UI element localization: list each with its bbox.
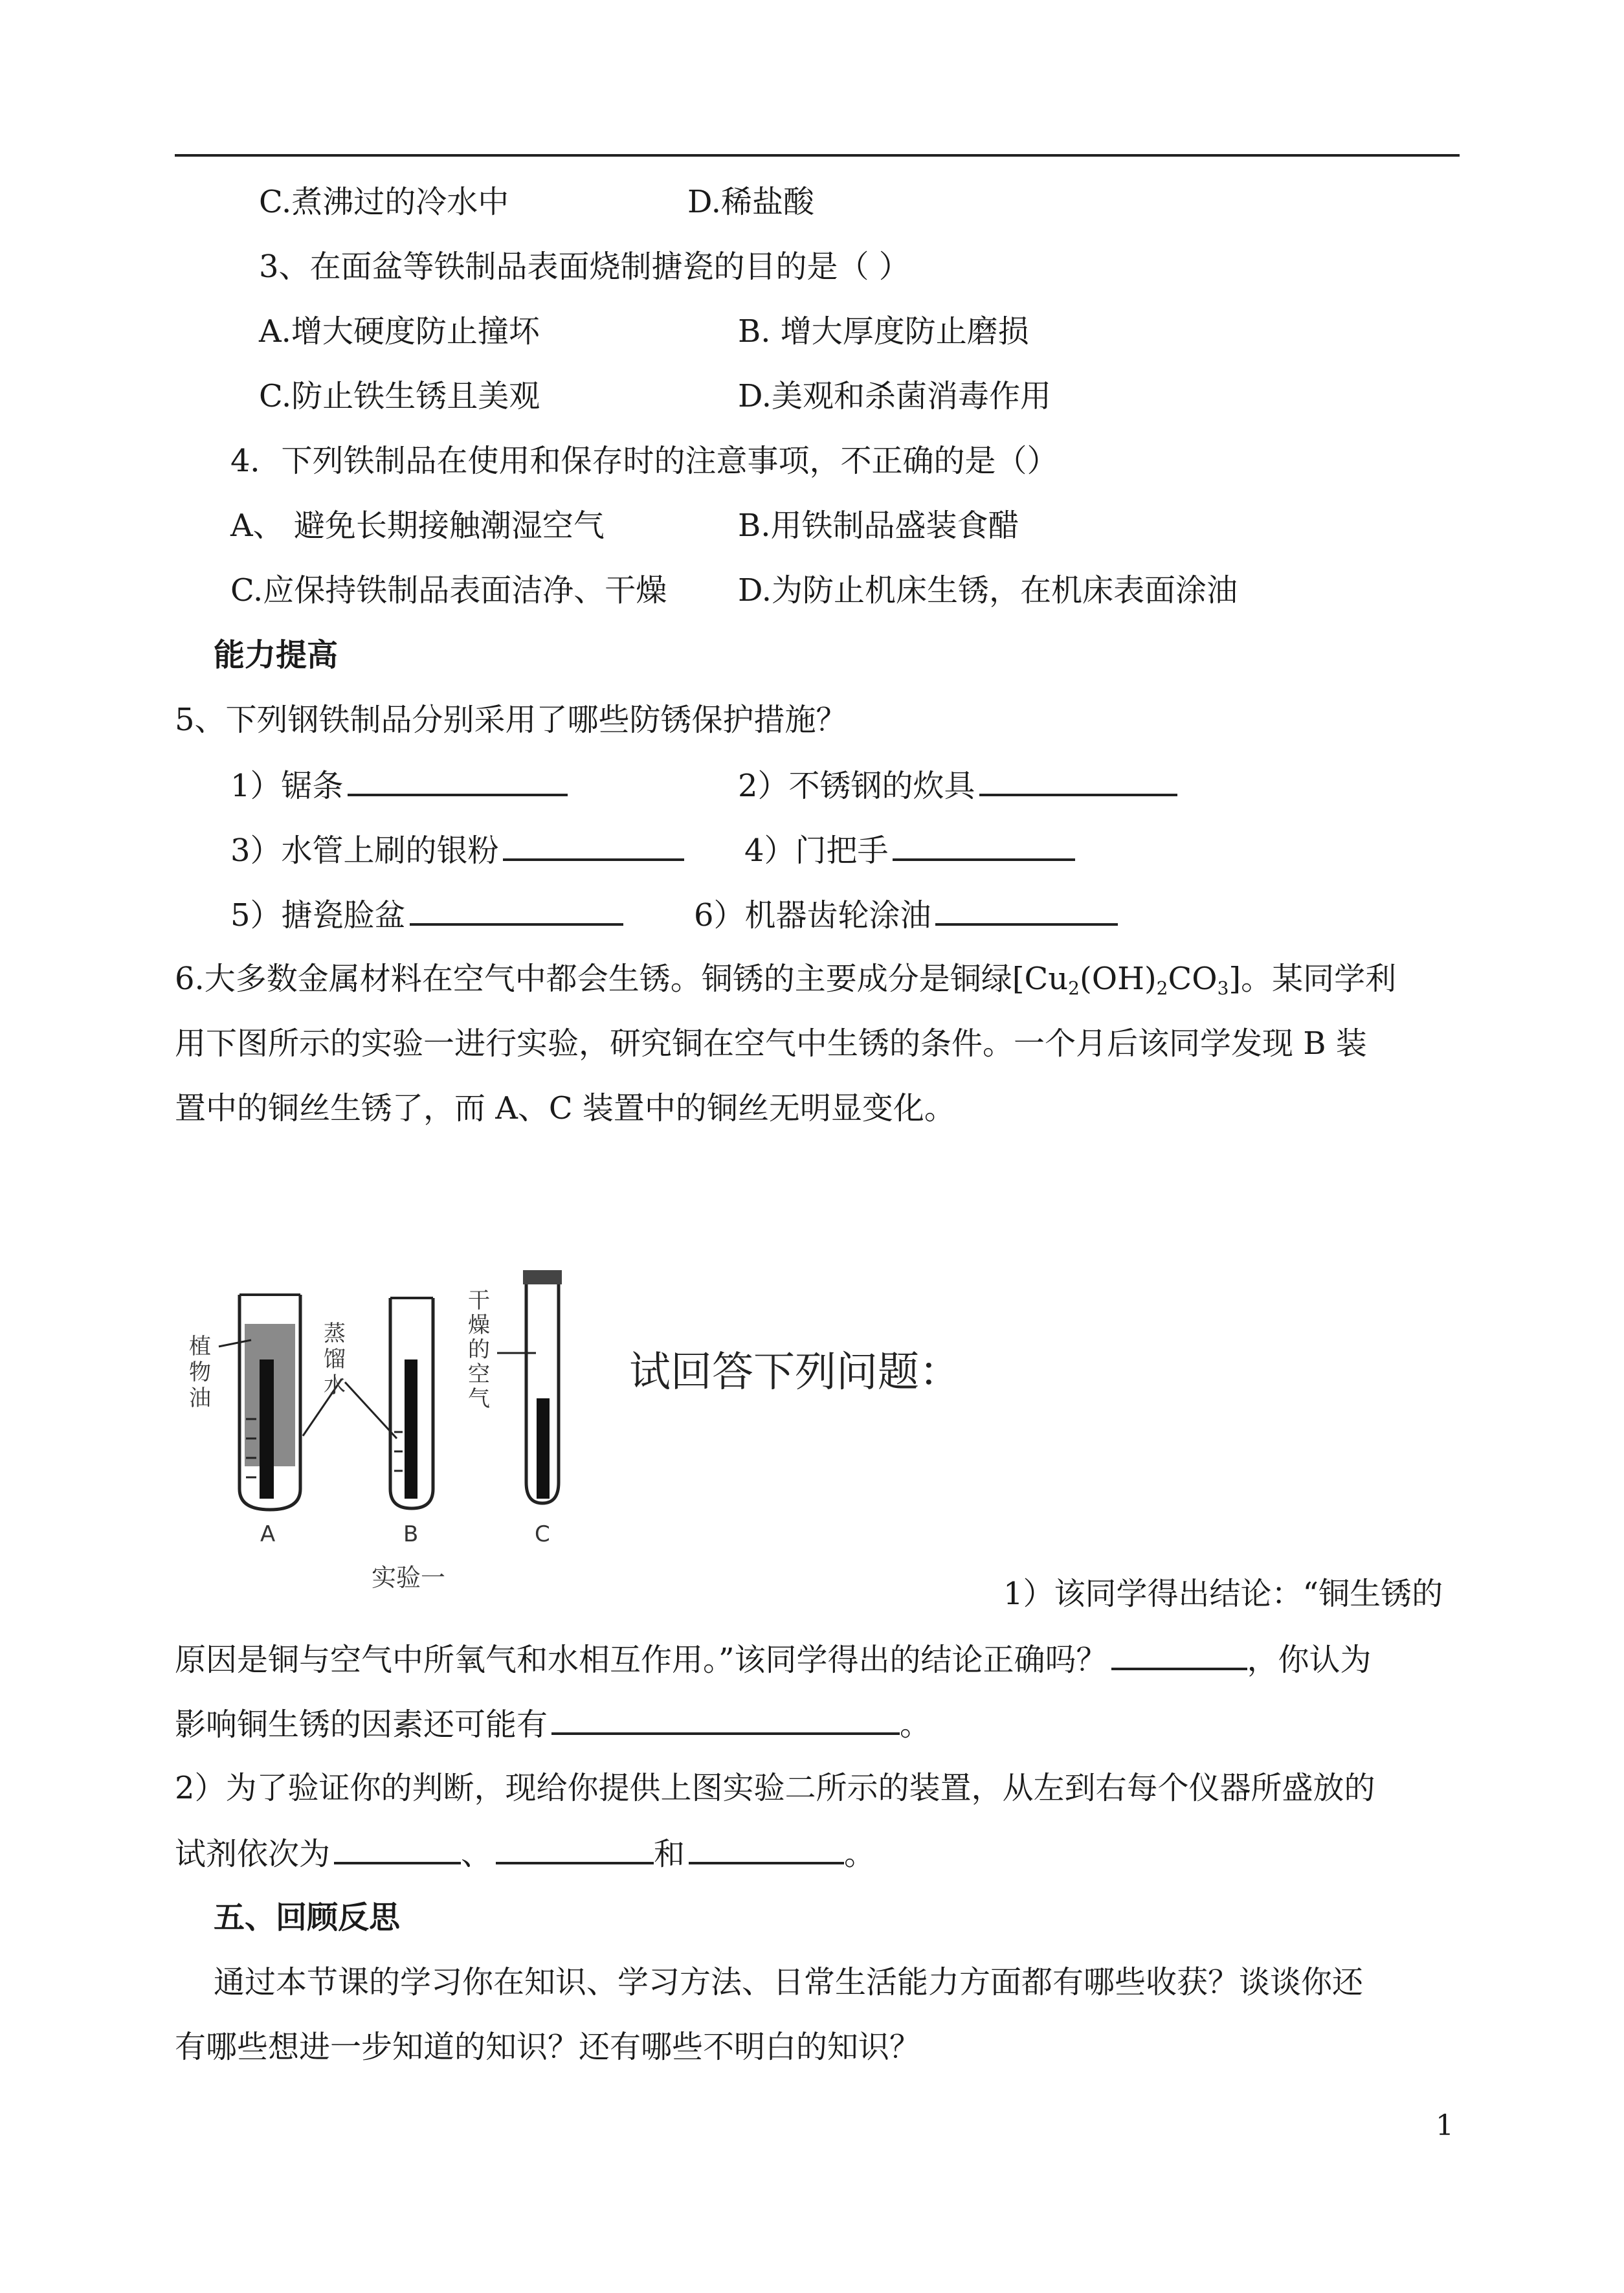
label-dry-air: 干燥的空气 [468, 1288, 490, 1412]
answer-blank [348, 765, 568, 796]
q2-option-d: D.稀盐酸 [687, 184, 815, 220]
figure-caption: 实验一 [372, 1563, 446, 1592]
test-tubes-diagram [180, 1269, 989, 1605]
q3-option-a: A.增大硬度防止撞坏 [259, 313, 540, 350]
answer-blank [1111, 1639, 1247, 1670]
sub1-line-2: 原因是铜与空气中所氧气和水相互作用。”该同学得出的结论正确吗？ ，你认为 [175, 1639, 1372, 1679]
tube-c-label: C [535, 1521, 550, 1547]
q5-stem: 5、下列钢铁制品分别采用了哪些防锈保护措施？ [175, 702, 847, 738]
answer-blank [503, 830, 684, 861]
q4-option-d: D.为防止机床生锈，在机床表面涂油 [738, 572, 1238, 609]
tube-a-label: A [260, 1521, 276, 1547]
review-line-1: 通过本节课的学习你在知识、学习方法、日常生活能力方面都有哪些收获？谈谈你还 [214, 1964, 1364, 2000]
q5-item-3: 3）水管上刷的银粉 [230, 830, 684, 870]
experiment-figure [180, 1269, 989, 1605]
label-distilled-water: 蒸馏水 [324, 1321, 346, 1398]
answer-blank [334, 1833, 461, 1864]
q5-item-6: 6）机器齿轮涂油 [694, 895, 1118, 935]
q2-option-c: C.煮沸过的冷水中 [259, 184, 509, 220]
q4-option-b: B.用铁制品盛装食醋 [738, 508, 1019, 544]
section-heading-review: 五、回顾反思 [214, 1899, 401, 1936]
answer-blank [689, 1833, 844, 1864]
q3-option-b: B. 增大厚度防止磨损 [738, 313, 1029, 350]
q4-option-c: C.应保持铁制品表面洁净、干燥 [230, 572, 667, 609]
q6-line-2: 用下图所示的实验一进行实验，研究铜在空气中生锈的条件。一个月后该同学发现 B 装 [175, 1025, 1367, 1062]
q5-item-2: 2）不锈钢的炊具 [738, 765, 1177, 805]
answer-blank [893, 830, 1075, 861]
q3-stem: 3、在面盆等铁制品表面烧制搪瓷的目的是（ ） [259, 249, 910, 285]
label-plant-oil: 植物油 [189, 1334, 211, 1411]
sub2-line-1: 2）为了验证你的判断，现给你提供上图实验二所示的装置，从左到右每个仪器所盛放的 [175, 1770, 1375, 1806]
q5-item-1: 1）锯条 [230, 765, 568, 805]
answer-blank [410, 895, 623, 926]
tube-b-label: B [403, 1521, 419, 1547]
figure-side-text: 试回答下列问题： [629, 1348, 961, 1396]
sub2-line-2: 试剂依次为 、 和 。 [175, 1833, 875, 1874]
answer-blank [496, 1833, 654, 1864]
section-heading-ability: 能力提高 [214, 637, 339, 673]
sub1-line-3: 影响铜生锈的因素还可能有 。 [175, 1704, 931, 1744]
q3-option-c: C.防止铁生锈且美观 [259, 378, 540, 414]
answer-blank [551, 1704, 900, 1735]
answer-blank [935, 895, 1118, 926]
q4-option-a: A、 避免长期接触潮湿空气 [230, 508, 605, 544]
page-number: 1 [1436, 2109, 1454, 2142]
q6-line-1: 6.大多数金属材料在空气中都会生锈。铜锈的主要成分是铜绿$[Cu_2(OH)_2CO_3]$。某同学利 [175, 961, 1397, 999]
q6-line-3: 置中的铜丝生锈了，而 A、C 装置中的铜丝无明显变化。 [175, 1090, 955, 1126]
q4-stem: 4．下列铁制品在使用和保存时的注意事项，不正确的是（） [230, 443, 1058, 479]
review-line-2: 有哪些想进一步知道的知识？还有哪些不明白的知识？ [175, 2029, 921, 2065]
header-rule [175, 154, 1460, 157]
answer-blank [979, 765, 1177, 796]
q3-option-d: D.美观和杀菌消毒作用 [738, 378, 1052, 414]
q5-item-4: 4）门把手 [744, 830, 1075, 870]
sub1-line-1: 1）该同学得出结论：“铜生锈的 [1003, 1576, 1443, 1612]
q5-item-5: 5）搪瓷脸盆 [230, 895, 623, 935]
